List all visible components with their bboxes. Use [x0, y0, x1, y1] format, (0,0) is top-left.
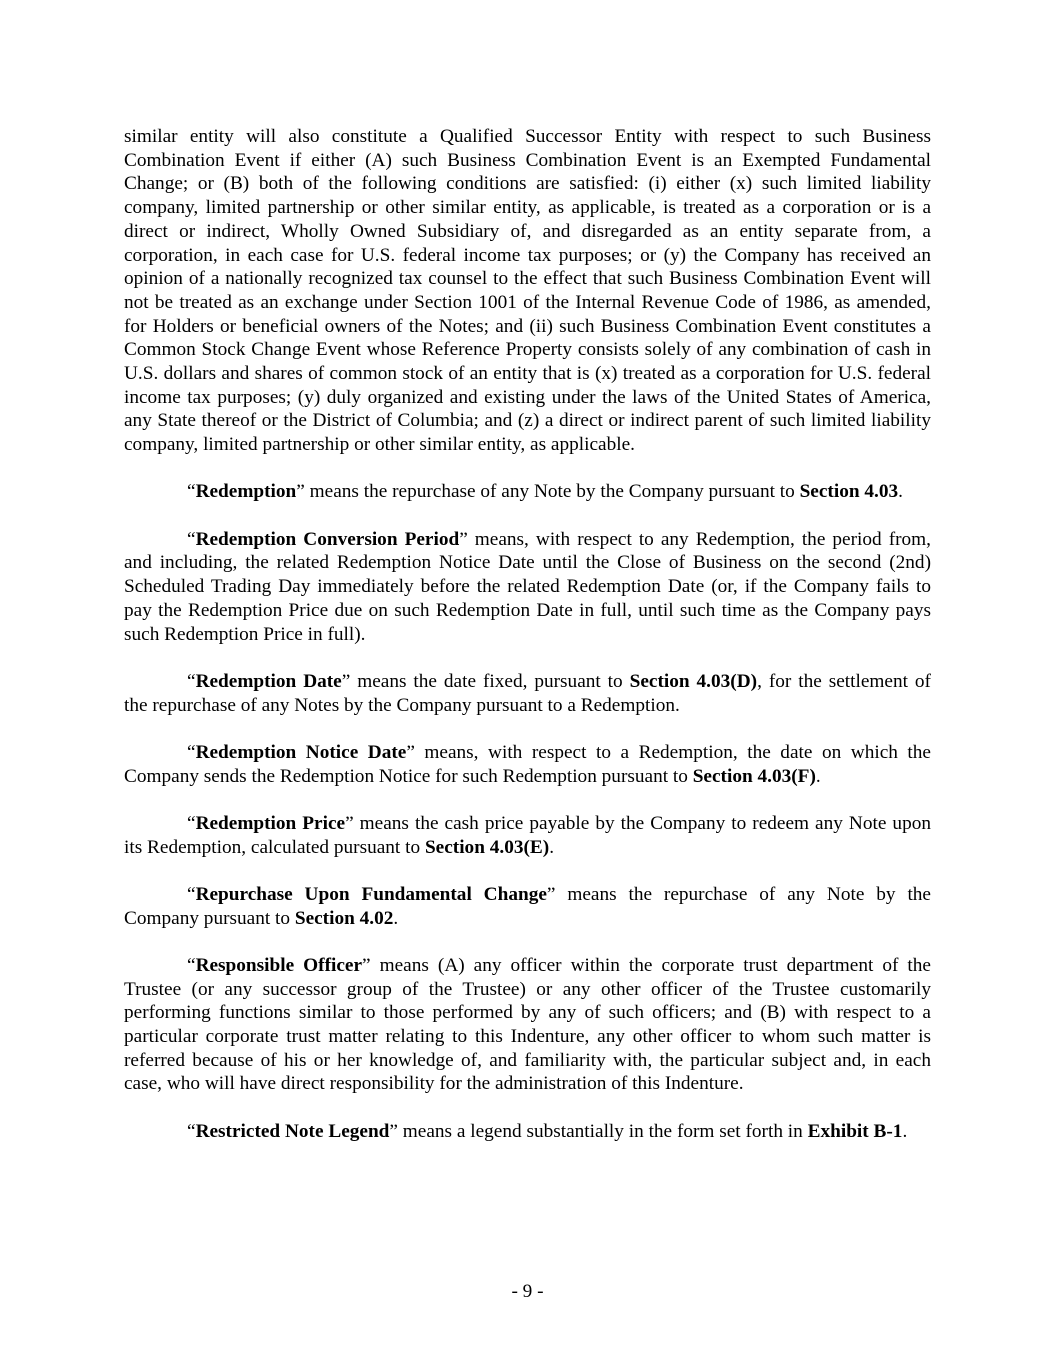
text-run: .	[549, 836, 555, 858]
text-run: “	[187, 741, 196, 763]
bold-term: Redemption Conversion Period	[195, 528, 460, 550]
text-run: ” means, with respect to a Redemption, the date on which the Company sends the Redemption Notice for such Redemption pursuant to	[124, 741, 931, 787]
definition-redemption-notice-date	[124, 741, 931, 788]
bold-term: Exhibit B-1	[807, 1120, 903, 1142]
bold-term: Section 4.03(D)	[629, 670, 758, 692]
text-run: ” means (A) any officer within the corporate trust department of the Trustee (or any successor group of the Trustee) or any other officer of the Trustee customarily performing functions similar to those performed by any of such officers; and (B) with respect to a particular corporate trust matter relating to this Indenture, any other officer to whom such matter is referred because of his or her knowledge of, and familiarity with, the particular subject and, in each case, who will have direct responsibility for the administration of this Indenture.	[124, 954, 931, 1095]
document-body	[124, 125, 931, 1167]
definition-redemption	[124, 480, 931, 504]
text-run: .	[393, 907, 399, 929]
definition-responsible-officer	[124, 954, 931, 1096]
text-run: ” means the date fixed, pursuant to	[341, 670, 630, 692]
text-run: “	[187, 670, 196, 692]
text-run: , for the settlement of the repurchase of any Notes by the Company pursuant to a Redemption.	[124, 670, 931, 716]
text-run: .	[902, 1120, 908, 1142]
definition-redemption-conversion-period	[124, 528, 931, 647]
text-run: .	[815, 765, 821, 787]
paragraph-qualified-successor-entity-continuation	[124, 125, 931, 457]
definition-restricted-note-legend	[124, 1120, 931, 1144]
bold-term: Restricted Note Legend	[195, 1120, 390, 1142]
bold-term: Section 4.03(F)	[692, 765, 816, 787]
page-number: - 9 -	[511, 1281, 544, 1302]
bold-term: Redemption Price	[195, 812, 346, 834]
text-run: “	[187, 481, 196, 503]
text-run: ” means the repurchase of any Note by the Company pursuant to	[296, 481, 800, 503]
bold-term: Section 4.03	[799, 481, 899, 503]
definition-repurchase-upon-fundamental-change	[124, 883, 931, 930]
bold-term: Section 4.02	[294, 907, 394, 929]
text-run: “	[187, 883, 196, 905]
text-run: similar entity will also constitute a Qualified Successor Entity with respect to such Business Combination Event if either (A) such Business Combination Event is an Exempted Fundamental Change; or (B) both of the following conditions are satisfied: (i) either (x) such limited liability company, limited partnership or other similar entity, as applicable, is treated as a corporation or is a direct or indirect, Wholly Owned Subsidiary of, and disregarded as an entity separate from, a corporation, in each case for U.S. federal income tax purposes; or (y) the Company has received an opinion of a nationally recognized tax counsel to the effect that such Business Combination Event will not be treated as an exchange under Section 1001 of the Internal Revenue Code of 1986, as amended, for Holders or beneficial owners of the Notes; and (ii) such Business Combination Event constitutes a Common Stock Change Event whose Reference Property consists solely of any combination of cash in U.S. dollars and shares of common stock of an entity that is (x) treated as a corporation for U.S. federal income tax purposes; (y) duly organized and existing under the laws of the United States of America, any State thereof or the District of Columbia; and (z) a direct or indirect parent of such limited liability company, limited partnership or other similar entity, as applicable.	[124, 126, 931, 456]
text-run: “	[187, 528, 196, 550]
text-run: ” means the repurchase of any Note by the Company pursuant to	[124, 883, 931, 929]
definition-redemption-price	[124, 812, 931, 859]
text-run: ” means, with respect to any Redemption, the period from, and including, the related Redemption Notice Date until the Close of Business on the second (2nd) Scheduled Trading Day immediately before the related Redemption Date (or, if the Company fails to pay the Redemption Price due on such Redemption Date in full, until such time as the Company pays such Redemption Price in full).	[124, 528, 931, 645]
bold-term: Responsible Officer	[195, 954, 363, 976]
text-run: “	[187, 954, 196, 976]
bold-term: Redemption	[195, 481, 297, 503]
definition-redemption-date	[124, 670, 931, 717]
text-run: .	[898, 481, 903, 503]
bold-term: Section 4.03(E)	[424, 836, 550, 858]
bold-term: Redemption Notice Date	[195, 741, 407, 763]
text-run: “	[187, 812, 196, 834]
text-run: ” means the cash price payable by the Company to redeem any Note upon its Redemption, calculated pursuant to	[124, 812, 931, 858]
bold-term: Redemption Date	[195, 670, 342, 692]
bold-term: Repurchase Upon Fundamental Change	[195, 883, 547, 905]
text-run: ” means a legend substantially in the form set forth in	[389, 1120, 808, 1142]
text-run: “	[187, 1120, 196, 1142]
